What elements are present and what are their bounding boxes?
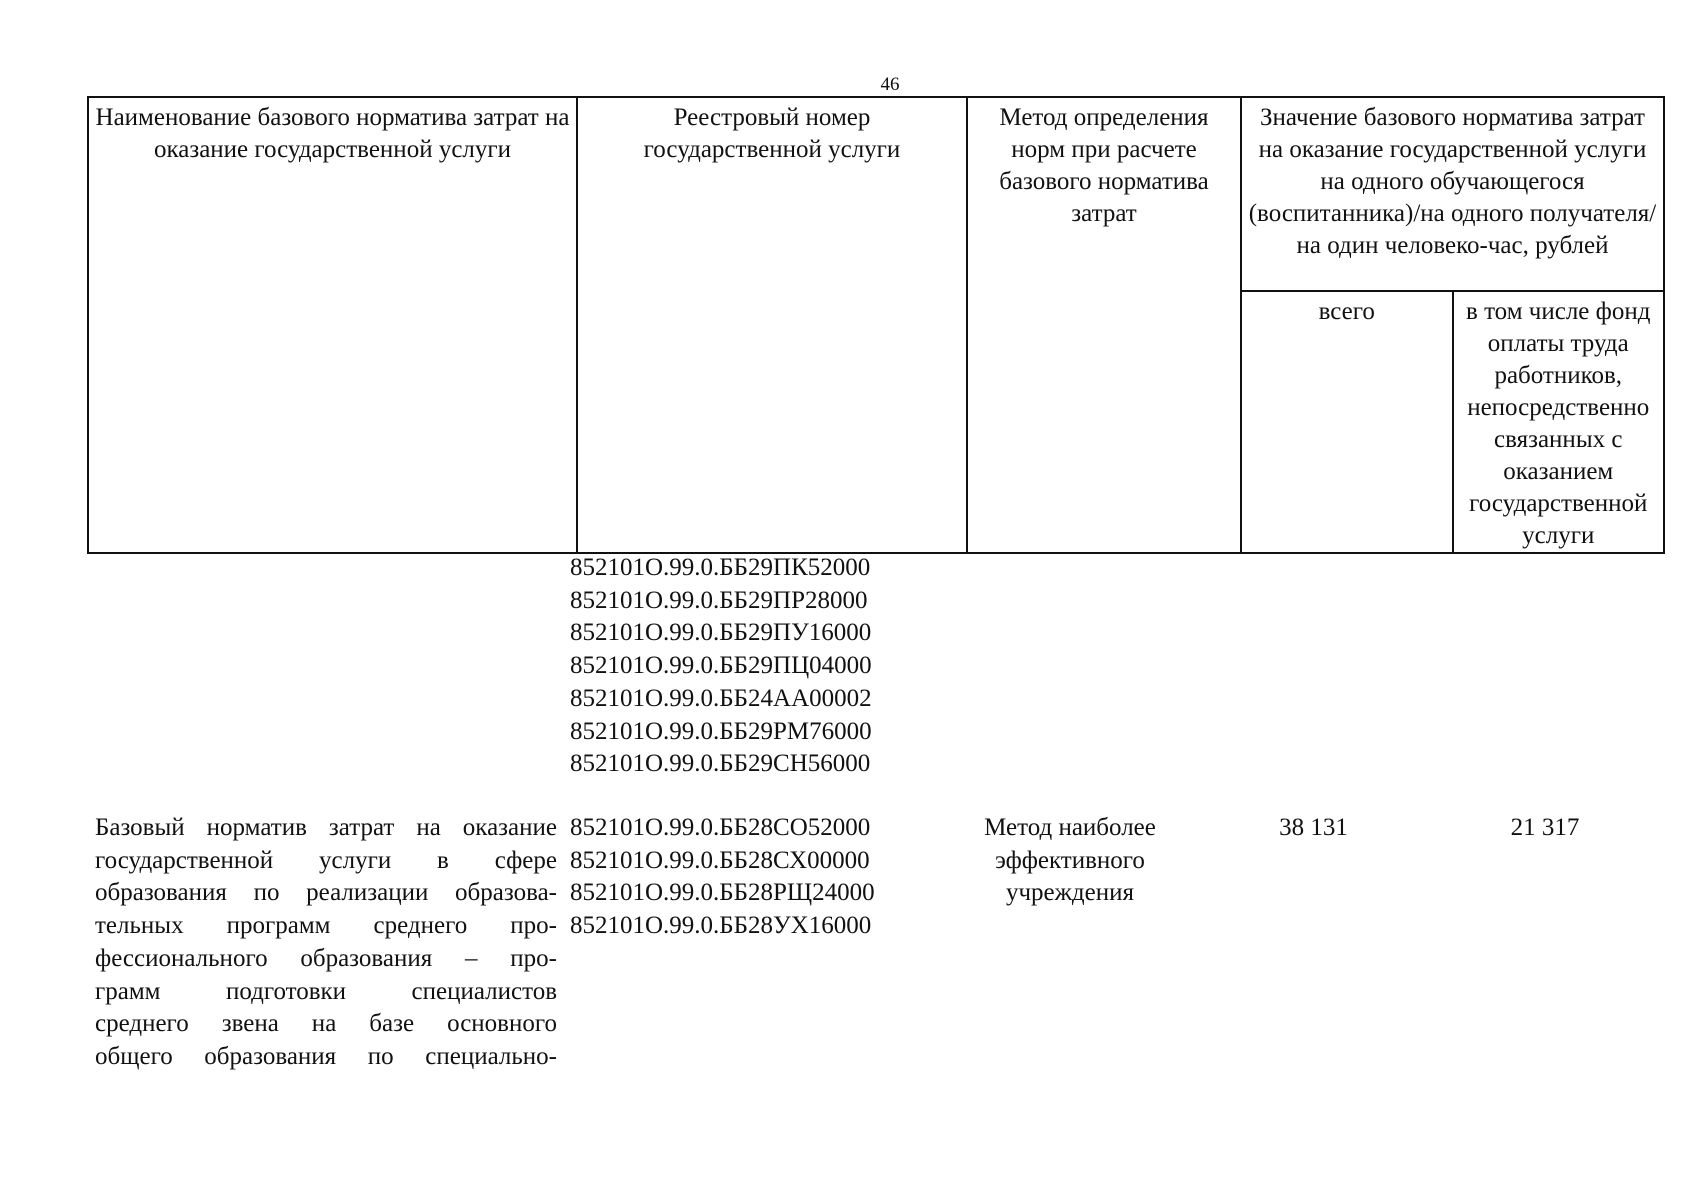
continuation-registry-codes: [570, 552, 872, 781]
row-wage-fund-value: 21 317: [1510, 814, 1580, 841]
registry-code: 852101О.99.0.ББ28СО52000: [570, 814, 871, 841]
norm-name-line: образования по реализации образова-: [95, 879, 557, 907]
norm-name-line: общего образования по специально-: [95, 1042, 557, 1070]
registry-code: 852101О.99.0.ББ28РЩ24000: [570, 879, 875, 907]
norm-name-line: грамм подготовки специалистов: [95, 977, 557, 1005]
row-total-value: 38 131: [1279, 814, 1348, 841]
norm-name-line: фессионального образования – про-: [95, 944, 557, 972]
norm-name-line: Базовый норматив затрат на оказание: [95, 814, 557, 841]
header-total-subcolumn: всего: [1241, 291, 1453, 553]
header-registry-number-column: Реестровый номер государственной услуги: [577, 97, 967, 553]
registry-code: 852101О.99.0.ББ28УХ16000: [570, 912, 872, 940]
registry-code: 852101О.99.0.ББ29СН56000: [570, 750, 871, 778]
header-name-column: Наименование базового норматива затрат на оказание государственной услуги: [88, 97, 577, 553]
norm-name-line: государственной услуги в сфере: [95, 846, 557, 874]
norms-table-header: [87, 96, 1665, 554]
row-method: Метод наиболее эффективного учреждения: [984, 814, 1156, 907]
norm-name-line: тельных программ среднего про-: [95, 912, 557, 940]
registry-code: 852101О.99.0.ББ29ПЦ04000: [570, 652, 872, 680]
registry-code: 852101О.99.0.ББ24АА00002: [570, 684, 872, 712]
registry-code: 852101О.99.0.ББ29ПР28000: [570, 586, 868, 614]
header-row-top: [88, 97, 1664, 291]
registry-code: 852101О.99.0.ББ29ПУ16000: [570, 619, 872, 647]
header-wage-fund-subcolumn: в том числе фонд оплаты труда работников, непосредственно связанных с оказанием государственной услуги: [1453, 291, 1665, 553]
row-registry-codes: [570, 812, 875, 943]
registry-code: 852101О.99.0.ББ29РМ76000: [570, 717, 872, 745]
header-norm-value-column: Значение базового норматива затрат на оказание государственной услуги на одного обучающегося (воспитанника)/на одного получателя/на один человеко-час, рублей: [1241, 97, 1664, 291]
norm-name-line: среднего звена на базе основного: [95, 1010, 557, 1038]
registry-code: 852101О.99.0.ББ28СХ00000: [570, 846, 870, 874]
registry-code: 852101О.99.0.ББ29ПК52000: [570, 554, 871, 581]
page-number: 46: [880, 74, 900, 95]
header-method-column: Метод определения норм при расчете базового норматива затрат: [967, 97, 1241, 553]
row-norm-name: [95, 812, 557, 1074]
